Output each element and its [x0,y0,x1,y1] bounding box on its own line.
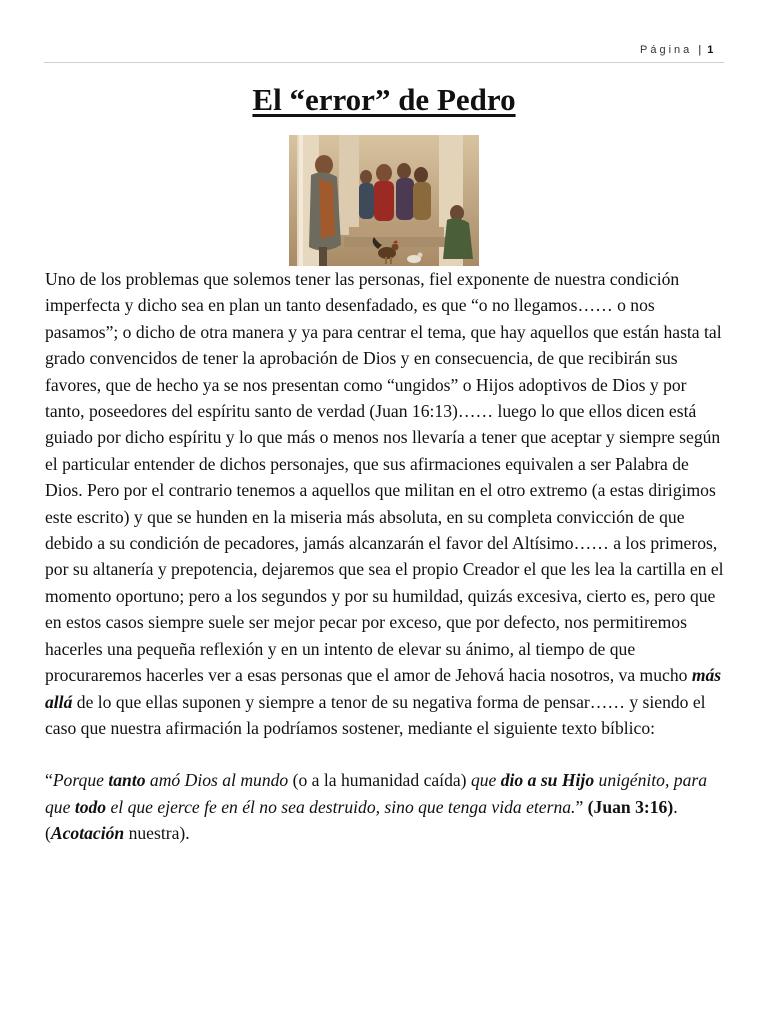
emphasis-mas-alla: más allá [45,665,722,712]
text-run: Uno de los problemas que solemos tener las personas, fiel exponente de nuestra [45,269,610,289]
text-run: alcanzarán el favor del Altísimo…… a los primeros, por su altanería y prepotencia, [45,533,718,580]
quote-open-mark: “ [45,770,53,791]
text-run: dicho espíritu y lo que más o menos nos llevaría a tener que aceptar y siempre según el particular entender de dichos personajes, que sus afirmaciones equivalen a ser Palabra de Dios. Pero por el contrario tenemos a aquellos que militan en el otro extremo (a estas dirigimos este escrito) y que se hunden en la miseria más absoluta, en su completa convicción de que debido a su condición de pecadores, jamás [45,427,721,554]
page-number: 1 [707,44,714,56]
body-text [45,266,725,847]
text-run: que hay aquellos que están hasta tal grado convencidos de tener la aprobación de Dios y en consecuencia, de que recibirán sus favores, que de hecho ya se nos [45,321,722,395]
document-title: El “error” de Pedro [252,82,516,117]
text-run: afirmación la podríamos sostener, mediante el siguiente texto bíblico: [161,717,656,738]
page-separator: | [698,44,702,56]
quote-emphasis: Acotación [50,823,125,844]
quote-run: el que ejerce fe en él no sea destruido, sino que tenga vida eterna. [106,796,576,817]
bible-quote [45,767,725,846]
quote-run: Porque [52,770,109,791]
painting-svg [289,135,479,266]
paragraph-intro [45,266,725,741]
text-run: negativa forma de pensar…… y siendo el caso que nuestra [45,691,706,738]
quote-close-mark: ” [575,796,584,817]
header-rule [44,62,724,63]
quote-emphasis: dio a su Hijo [500,770,595,791]
quote-run: . ( [45,796,678,844]
text-run: condición imperfecta y dicho sea en plan un tanto desenfadado, es que “o no llegamos…… o nos pasamos”; o dicho de otra manera y ya para centrar el tema, [45,269,680,342]
painting-illustration [289,135,479,266]
page-header [640,44,713,56]
quote-run: nuestra). [124,823,190,844]
quote-run: amó Dios al mundo [145,770,289,791]
quote-emphasis: tanto [108,770,146,791]
text-run: dejaremos que sea el propio Creador el que les lea la cartilla en el momento oportuno; pero a los segundos y por su humildad, quizás excesiva, cierto es, pero que en estos casos siempre suele ser mejor pecar por exceso, que por defecto, nos permitiremos hacerles una pequeña reflexión y en un intento de elevar su ánimo, al tiempo de que procuraremos hacerles ver a esas personas que el amor de Jehová hacia nosotros, va mucho [45,559,724,686]
quote-emphasis: todo [74,796,107,817]
quote-run: unigénito, para que [45,770,708,817]
page-label: Página [640,44,693,56]
quote-reference: (Juan 3:16) [583,796,674,817]
quote-annotation: (o a la humanidad caída) [288,770,471,791]
text-run: de lo que ellas suponen y siempre a tenor de su [72,691,413,712]
text-run: presentan como “ungidos” o Hijos adoptivos de Dios y por tanto, poseedores del espíritu santo de verdad (Juan 16:13)…… luego lo que ellos dicen está guiado por [45,374,697,448]
quote-run: que [470,770,501,791]
